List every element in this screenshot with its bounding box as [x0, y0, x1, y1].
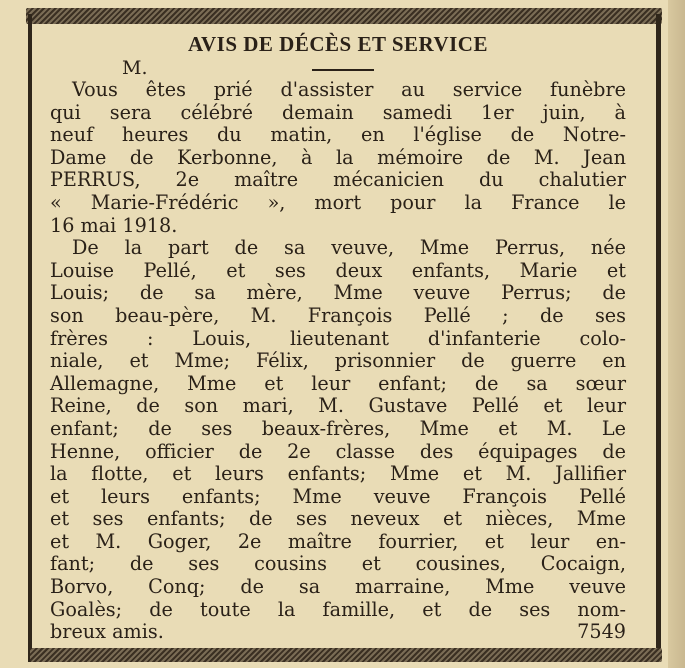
- text-line-final: [50, 621, 626, 644]
- reference-number: 7549: [577, 620, 626, 644]
- text-line-content: et M. Goger, 2e maître fourrier, et leur en-: [50, 529, 626, 553]
- text-line-content: Goalès; de toute la famille, et de ses nom-: [50, 597, 626, 621]
- text-line-content: son beau-père, M. François Pellé ; de ses: [50, 303, 626, 327]
- text-line-content: et ses enfants; de ses neveux et nièces, Mme: [50, 507, 626, 531]
- service-paragraph: [50, 79, 626, 237]
- page-edge: [668, 0, 685, 668]
- text-line: [50, 599, 626, 622]
- text-line-content: Dame de Kerbonne, à la mémoire de M. Jean: [50, 145, 626, 169]
- text-line-content: Louis; de sa mère, Mme veuve Perrus; de: [50, 281, 626, 305]
- text-line-content: neuf heures du matin, en l'église de Notre-: [50, 123, 626, 147]
- text-line: [50, 576, 626, 599]
- text-line: [50, 463, 626, 486]
- right-border-rule: [656, 14, 661, 662]
- bottom-border-band: [30, 648, 662, 662]
- text-line-content: la flotte, et leurs enfants; Mme et M. Jallifier: [50, 462, 626, 486]
- text-line: [50, 350, 626, 373]
- salutation-row: [50, 57, 626, 79]
- text-line: [50, 282, 626, 305]
- text-line-content: Henne, officier de 2e classe des équipages de: [50, 439, 626, 463]
- text-line: [50, 305, 626, 328]
- text-line-content: 16 mai 1918.: [50, 213, 178, 237]
- text-line-content: PERRUS, 2e maître mécanicien du chalutier: [50, 168, 626, 192]
- text-line: [50, 147, 626, 170]
- text-line: [50, 373, 626, 396]
- notice-title: AVIS DE DÉCÈS ET SERVICE: [188, 32, 488, 56]
- text-line-content: fant; de ses cousins et cousines, Cocaign,: [50, 552, 626, 576]
- text-line: [50, 237, 626, 260]
- text-line: [50, 215, 626, 238]
- text-line-content: enfant; de ses beaux-frères, Mme et M. Le: [50, 416, 626, 440]
- text-line: [50, 192, 626, 215]
- text-line-content: frères : Louis, lieutenant d'infanterie colo-: [50, 326, 626, 350]
- text-line-content: « Marie-Frédéric », mort pour la France le: [50, 190, 626, 214]
- text-line-content: Borvo, Conq; de sa marraine, Mme veuve: [50, 575, 626, 599]
- salutation: M.: [122, 57, 148, 79]
- text-line: [50, 124, 626, 147]
- text-line: [50, 508, 626, 531]
- text-line: [50, 395, 626, 418]
- text-line: [50, 328, 626, 351]
- text-line-content: niale, et Mme; Félix, prisonnier de guerre en: [50, 349, 626, 373]
- text-line: [50, 486, 626, 509]
- text-line: [50, 441, 626, 464]
- text-line-content: De la part de sa veuve, Mme Perrus, née: [72, 236, 626, 260]
- text-line: [50, 102, 626, 125]
- text-line: [50, 169, 626, 192]
- left-border-rule: [28, 14, 32, 662]
- text-line-content: Reine, de son mari, M. Gustave Pellé et leur: [50, 394, 626, 418]
- text-line-content: qui sera célébré demain samedi 1er juin, à: [50, 100, 626, 124]
- text-line: [50, 418, 626, 441]
- title-rule: [312, 69, 374, 71]
- top-border-band: [26, 8, 662, 24]
- text-line-content: Vous êtes prié d'assister au service funèbre: [72, 78, 626, 101]
- text-line-content: et leurs enfants; Mme veuve François Pellé: [50, 484, 626, 508]
- text-line-content: Allemagne, Mme et leur enfant; de sa sœur: [50, 371, 626, 395]
- text-line: [50, 553, 626, 576]
- text-line-content: Louise Pellé, et ses deux enfants, Marie et: [50, 258, 626, 282]
- text-line: [50, 531, 626, 554]
- death-notice: [50, 31, 626, 643]
- family-paragraph: [50, 237, 626, 644]
- text-line-content: breux amis.: [50, 620, 164, 644]
- text-line: [50, 260, 626, 283]
- text-line: [50, 79, 626, 102]
